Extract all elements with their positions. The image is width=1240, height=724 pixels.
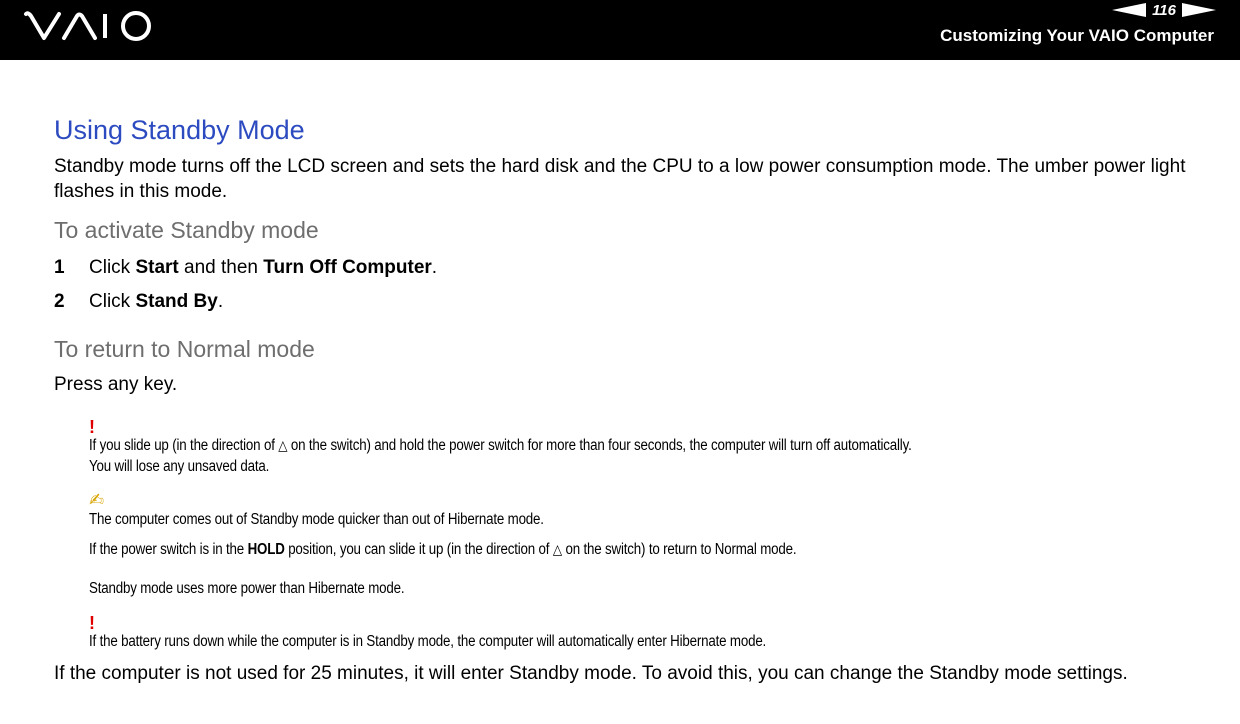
left-arrow-icon[interactable] (1112, 3, 1146, 17)
warning-text: If you slide up (in the direction of △ on the switch) and hold the power switch for more than four seconds, the computer will turn off automatically. You will lose any unsaved data. (89, 437, 912, 475)
final-paragraph: If the computer is not used for 25 minutes, it will enter Standby mode. To avoid this, you can change the Standby mode settings. (54, 663, 1128, 684)
intro-paragraph: Standby mode turns off the LCD screen and sets the hard disk and the CPU to a low power consumption mode. The umber power light flashes in this mode. (54, 156, 1186, 202)
warning-text: If the battery runs down while the computer is in Standby mode, the computer will automatically enter Hibernate mode. (89, 633, 767, 650)
note-text: If the power switch is in the HOLD position, you can slide it up (in the direction of △ on the switch) to return to Normal mode. (89, 541, 797, 558)
note-text: Standby mode uses more power than Hibernate mode. (89, 580, 405, 597)
steps-list (54, 251, 1194, 319)
pen-note-icon: ✍ (89, 490, 105, 510)
return-text: Press any key. (54, 374, 178, 395)
turn-off-label: Turn Off Computer (263, 257, 432, 278)
page-content (54, 112, 1194, 686)
step-text: Click Start and then Turn Off Computer. (89, 257, 438, 278)
list-item (54, 285, 1194, 319)
return-heading: To return to Normal mode (54, 336, 315, 362)
stand-by-label: Stand By (135, 291, 218, 312)
list-item (54, 251, 1194, 285)
warning-block (89, 615, 1194, 652)
page-number: 116 (1152, 1, 1176, 19)
start-menu-label: Start (135, 257, 179, 278)
step-number: 2 (54, 291, 65, 312)
hold-label: HOLD (247, 541, 285, 558)
page-navigation (1112, 0, 1216, 20)
step-text: Click Stand By. (89, 291, 224, 312)
exclamation-icon: ! (89, 417, 95, 437)
section-title: Customizing Your VAIO Computer (940, 26, 1214, 45)
triangle-icon: △ (552, 541, 562, 557)
activate-heading: To activate Standby mode (54, 217, 319, 243)
page-title: Using Standby Mode (54, 115, 305, 145)
note-text: The computer comes out of Standby mode quicker than out of Hibernate mode. (89, 511, 544, 528)
note-block (89, 491, 1194, 599)
right-arrow-icon[interactable] (1182, 3, 1216, 17)
exclamation-icon: ! (89, 613, 95, 633)
step-number: 1 (54, 257, 65, 278)
vaio-logo (22, 8, 158, 44)
page-header (0, 0, 1240, 60)
warning-block (89, 419, 1194, 477)
triangle-icon: △ (278, 437, 288, 453)
